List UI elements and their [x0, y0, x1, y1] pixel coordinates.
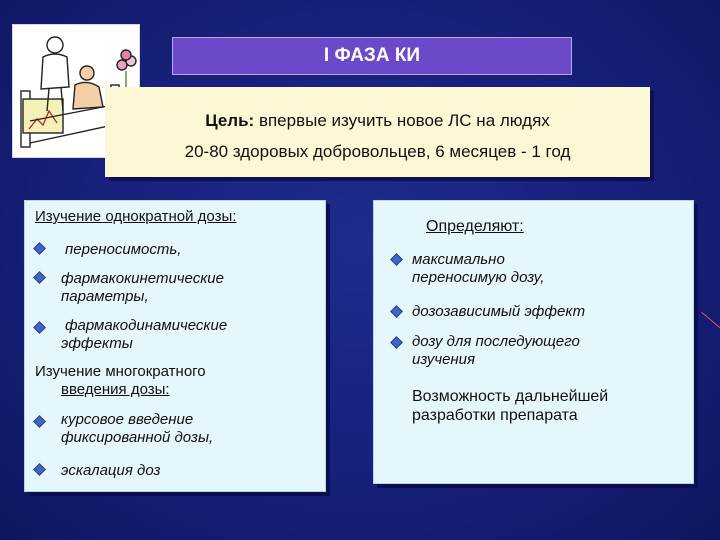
list-item: фармакодинамические	[65, 317, 228, 334]
determine-heading: Определяют:	[426, 218, 524, 235]
list-item-continuation: переносимую дозу,	[412, 269, 545, 286]
list-item: курсовое введение	[61, 411, 194, 428]
left-panel	[24, 200, 326, 492]
list-item: дозозависимый эффект	[412, 303, 586, 320]
slide-title	[172, 37, 572, 75]
multi-dose-heading: Изучение многократного	[35, 363, 206, 380]
diamond-bullet-icon	[390, 336, 403, 349]
conclusion-text-cont: разработки препарата	[412, 407, 578, 424]
list-item: эскалация доз	[61, 462, 161, 479]
diamond-bullet-icon	[33, 321, 46, 334]
list-item-continuation: эффекты	[61, 335, 133, 352]
diamond-bullet-icon	[33, 271, 46, 284]
list-item: максимально	[412, 251, 505, 268]
single-dose-heading: Изучение однократной дозы:	[35, 208, 237, 225]
diamond-bullet-icon	[390, 253, 403, 266]
decorative-line	[701, 312, 720, 338]
diamond-bullet-icon	[33, 463, 46, 476]
list-item: дозу для последующего	[412, 333, 580, 350]
slide-title-text: I ФАЗА КИ	[323, 45, 421, 66]
list-item-continuation: изучения	[412, 351, 476, 368]
multi-dose-heading-cont: введения дозы:	[61, 381, 170, 398]
goal-box	[105, 87, 650, 177]
diamond-bullet-icon	[390, 305, 403, 318]
list-item-continuation: параметры,	[61, 288, 149, 305]
list-item: фармакокинетические	[61, 270, 224, 287]
list-item-continuation: фиксированной дозы,	[61, 429, 214, 446]
goal-text: впервые изучить новое ЛС на людях	[258, 111, 550, 130]
diamond-bullet-icon	[33, 415, 46, 428]
conclusion-text: Возможность дальнейшей	[412, 388, 609, 405]
diamond-bullet-icon	[33, 242, 46, 255]
goal-line-2: 20-80 здоровых добровольцев, 6 месяцев - 1 год	[184, 142, 571, 161]
list-item: переносимость,	[65, 241, 182, 258]
goal-line-1	[105, 111, 650, 131]
goal-prefix: Цель:	[205, 111, 255, 130]
right-panel	[373, 200, 694, 484]
